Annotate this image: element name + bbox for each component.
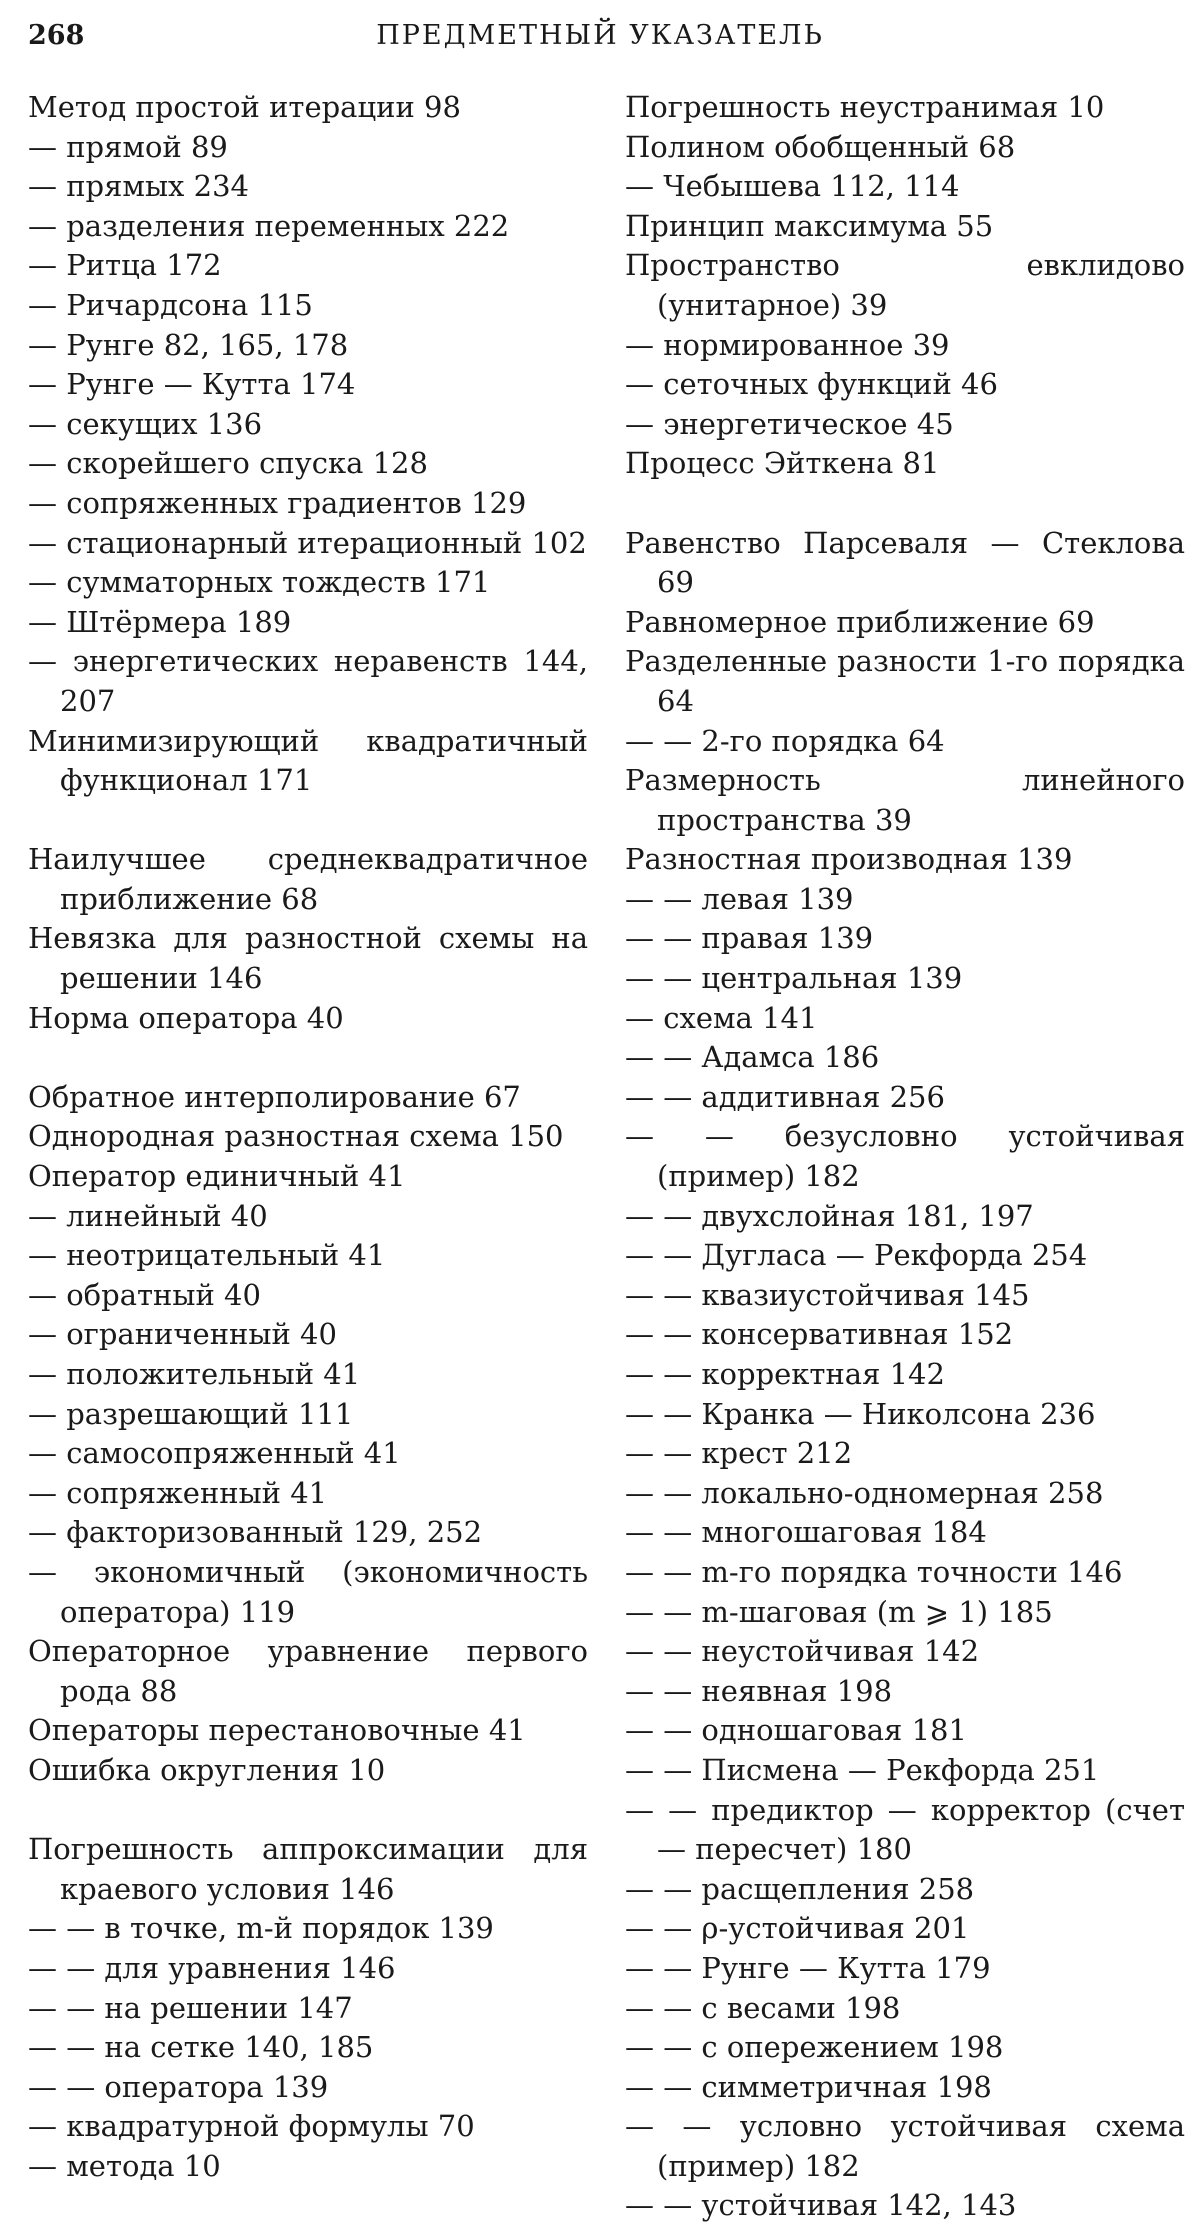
- index-entry: — самосопряженный 41: [28, 1436, 401, 1471]
- index-entry: — — корректная 142: [625, 1357, 945, 1391]
- index-entry: — положительный 41: [28, 1357, 361, 1391]
- index-entry: — — крест 212: [625, 1436, 853, 1471]
- index-entry: — — локально-одномерная 258: [625, 1475, 1104, 1510]
- index-entry: — — на решении 147: [28, 1990, 353, 2025]
- index-entry: — разделения переменных 222: [28, 208, 510, 243]
- index-entry: — — устойчивая 142, 143: [625, 2188, 1017, 2223]
- index-entry: — Штёрмера 189: [28, 604, 292, 639]
- index-entry: — Рунге 82, 165, 178: [28, 327, 349, 362]
- index-entry: — Ричардсона 115: [28, 287, 313, 322]
- index-column-right: [625, 88, 1185, 2226]
- page-header: [28, 10, 1172, 60]
- index-entry: Размерность линейного пространства 39: [625, 763, 1185, 837]
- index-entry: — — с опережением 198: [625, 2030, 1004, 2065]
- index-entry: — — квазиустойчивая 145: [625, 1277, 1030, 1312]
- index-entry: — линейный 40: [28, 1198, 268, 1233]
- index-entry: — — Рунге — Кутта 179: [625, 1950, 991, 1985]
- index-entry: — обратный 40: [28, 1277, 261, 1312]
- index-entry: — — предиктор — корректор (счет — пересчет) 180: [625, 1792, 1185, 1867]
- index-entry: Операторы перестановочные 41: [28, 1713, 526, 1748]
- index-entry: Принцип максимума 55: [625, 208, 994, 243]
- index-entry: — Чебышева 112, 114: [625, 169, 960, 204]
- index-entry: — — консервативная 152: [625, 1317, 1014, 1352]
- index-entry: — — правая 139: [625, 921, 874, 956]
- index-entry: — сопряженных градиентов 129: [28, 485, 527, 520]
- index-entry: Ошибка округления 10: [28, 1752, 386, 1787]
- index-entry: — — Кранка — Николсона 236: [625, 1396, 1096, 1431]
- index-entry: — — m-го порядка точности 146: [625, 1554, 1123, 1589]
- index-entry: — энергетических неравенств 144, 207: [28, 644, 588, 718]
- index-entry: — — оператора 139: [28, 2069, 329, 2104]
- index-entry: Погрешность неустранимая 10: [625, 90, 1105, 124]
- index-entry: — — с весами 198: [625, 1990, 901, 2025]
- index-entry: Разностная производная 139: [625, 842, 1073, 877]
- index-entry: — — Адамса 186: [625, 1040, 880, 1075]
- index-entry: — энергетическое 45: [625, 406, 954, 441]
- index-entry: — Ритца 172: [28, 248, 222, 283]
- index-entry: — — на сетке 140, 185: [28, 2030, 374, 2065]
- index-entry: — — расщепления 258: [625, 1871, 975, 1906]
- index-entry: Наилучшее среднеквадратичное приближение 68: [28, 842, 588, 916]
- index-entry: — — в точке, m-й порядок 139: [28, 1911, 494, 1946]
- index-entry: — — симметричная 198: [625, 2069, 992, 2104]
- index-entry: — — неявная 198: [625, 1673, 893, 1708]
- index-entry: — Рунге — Кутта 174: [28, 367, 356, 402]
- index-entry: — — левая 139: [625, 881, 854, 916]
- index-entry: — — условно устойчивая схема (пример) 182: [625, 2109, 1185, 2183]
- index-entry: — факторизованный 129, 252: [28, 1515, 483, 1550]
- index-entry: — метода 10: [28, 2148, 221, 2183]
- index-entry: — — Дугласа — Рекфорда 254: [625, 1238, 1088, 1273]
- index-entry: Невязка для разностной схемы на решении 146: [28, 921, 588, 996]
- index-entry: Метод простой итерации 98: [28, 90, 461, 124]
- index-entry: — — неустойчивая 142: [625, 1634, 980, 1669]
- index-entry: Операторное уравнение первого рода 88: [28, 1634, 588, 1708]
- index-entry: — стационарный итерационный 102: [28, 525, 587, 560]
- index-entry: — — для уравнения 146: [28, 1950, 396, 1985]
- index-entry: — — Писмена — Рекфорда 251: [625, 1752, 1100, 1787]
- index-entry: Разделенные разности 1-го порядка 64: [625, 644, 1185, 718]
- index-entry: Обратное интерполирование 67: [28, 1079, 521, 1114]
- index-entry: Минимизирующий квадратичный функционал 171: [28, 723, 588, 798]
- index-entry: — схема 141: [625, 1000, 818, 1035]
- index-entry: — — безусловно устойчивая (пример) 182: [625, 1119, 1185, 1194]
- index-entry: — сеточных функций 46: [625, 367, 998, 402]
- index-entry: — прямых 234: [28, 169, 249, 204]
- index-entry: — разрешающий 111: [28, 1396, 354, 1431]
- index-entry: Процесс Эйткена 81: [625, 446, 940, 481]
- index-entry: — ограниченный 40: [28, 1317, 337, 1352]
- index-entry: Погрешность аппроксимации для краевого условия 146: [28, 1832, 588, 1906]
- index-entry: — неотрицательный 41: [28, 1238, 386, 1273]
- index-entry: Полином обобщенный 68: [625, 129, 1016, 164]
- index-entry: — — многошаговая 184: [625, 1515, 987, 1550]
- index-entry: — сумматорных тождеств 171: [28, 565, 491, 600]
- running-title: ПРЕДМЕТНЫЙ УКАЗАТЕЛЬ: [376, 20, 824, 51]
- index-entry: — — аддитивная 256: [625, 1079, 945, 1114]
- index-column-left: [28, 88, 588, 2186]
- index-entry: — — двухслойная 181, 197: [625, 1198, 1034, 1233]
- index-entry: Оператор единичный 41: [28, 1159, 406, 1194]
- index-entry: — сопряженный 41: [28, 1475, 328, 1510]
- page-number: 268: [28, 20, 85, 51]
- index-entry: — — 2-го порядка 64: [625, 723, 945, 758]
- index-entry: — — ρ-устойчивая 201: [625, 1911, 970, 1946]
- index-entry: — квадратурной формулы 70: [28, 2109, 475, 2144]
- index-entry: — скорейшего спуска 128: [28, 446, 428, 481]
- index-entry: Норма оператора 40: [28, 1000, 344, 1035]
- index-entry: — прямой 89: [28, 129, 228, 164]
- index-entry: — экономичный (экономичность оператора) 119: [28, 1554, 588, 1629]
- index-entry: — нормированное 39: [625, 327, 950, 362]
- index-entry: Равномерное приближение 69: [625, 604, 1095, 639]
- index-entry: Пространство евклидово (унитарное) 39: [625, 248, 1185, 322]
- index-entry: Однородная разностная схема 150: [28, 1119, 564, 1154]
- index-entry: — секущих 136: [28, 406, 263, 441]
- index-entry: — — m-шаговая (m ⩾ 1) 185: [625, 1594, 1053, 1629]
- index-entry: — — одношаговая 181: [625, 1713, 967, 1748]
- index-entry: Равенство Парсеваля — Стеклова 69: [625, 525, 1185, 600]
- index-entry: — — центральная 139: [625, 961, 963, 996]
